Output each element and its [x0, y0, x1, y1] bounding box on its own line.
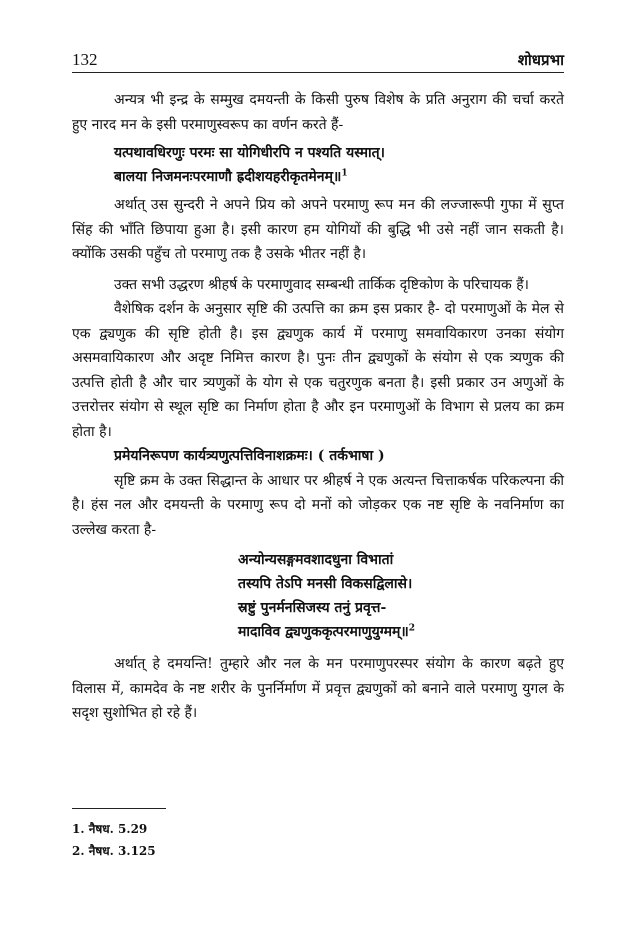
verse-quote	[238, 548, 564, 644]
verse-line: स्रष्टुं पुनर्मनसिजस्य तनुं प्रवृत्त-	[238, 600, 387, 616]
verse-text: बालया निजमनःपरमाणौ ह्रदीशयहरीकृतमेनम्॥	[114, 169, 342, 185]
verse-quote	[114, 141, 564, 189]
verse-line	[238, 620, 564, 644]
sub-heading: प्रमेयनिरूपण कार्यत्र्यणुत्पत्तिविनाशक्रमः। ( तर्कभाषा )	[114, 448, 385, 464]
running-head: शोधप्रभा	[517, 51, 564, 69]
footnote-ref: 2	[408, 623, 416, 634]
paragraph: अर्थात् उस सुन्दरी ने अपने प्रिय को अपने परमाणु रूप मन की लज्जारूपी गुफा में सुप्त सिंह की भाँति छिपाया हुआ है। इसी कारण हम योगियों की बुद्धि भी उसे नहीं जान सकती है। क्योंकि उसकी पहुँच तो परमाणु तक है उसके भीतर नहीं है।	[72, 197, 564, 262]
verse-line: अन्योन्यसङ्गमवशादधुना विभातां	[238, 552, 394, 568]
verse-text: मादाविव द्व्यणुककृत्परमाणुयुग्मम्॥	[238, 624, 409, 640]
paragraph: अन्यत्र भी इन्द्र के सम्मुख दमयन्ती के किसी पुरुष विशेष के प्रति अनुराग की चर्चा करते हुए नारद मन के इसी परमाणुस्वरूप का वर्णन करते हैं-	[72, 92, 564, 133]
footnote: 1. नैषध. 5.29	[72, 822, 148, 836]
body-text	[72, 88, 564, 726]
footnotes	[72, 818, 156, 862]
verse-line	[114, 165, 564, 189]
verse-line	[114, 141, 564, 165]
footnote-ref: 1	[341, 168, 348, 179]
header-rule	[72, 72, 564, 73]
page-number: 132	[72, 50, 98, 69]
paragraph: उक्त सभी उद्धरण श्रीहर्ष के परमाणुवाद सम्बन्धी तार्किक दृष्टिकोण के परिचायक हैं।	[114, 276, 529, 293]
footnote: 2. नैषध. 3.125	[72, 844, 156, 858]
footnote-rule	[72, 808, 166, 809]
paragraph: सृष्टि क्रम के उक्त सिद्धान्त के आधार पर श्रीहर्ष ने एक अत्यन्त चित्ताकर्षक परिकल्पना की है। हंस नल और दमयन्ती के परमाणु रूप दो मनों को जोड़कर एक नष्ट सृष्टि के नवनिर्माण का उल्लेख करता है-	[72, 472, 564, 538]
paragraph: अर्थात् हे दमयन्ति! तुम्हारे और नल के मन परमाणुपरस्पर संयोग के कारण बढ़ते हुए विलास में, कामदेव के नष्ट शरीर के पुनर्निर्माण में प्रवृत्त द्व्यणुकों को बनाने वाले परमाणु युगल के सदृश सुशोभित हो रहे हैं।	[72, 656, 564, 721]
verse-line: तस्यपि तेऽपि मनसी विकसद्विलासे।	[238, 576, 413, 592]
page-header	[72, 44, 564, 74]
verse-text: यत्पथावधिरणुः परमः सा योगिधीरपि न पश्यति यस्मात्।	[114, 145, 385, 161]
paragraph: वैशेषिक दर्शन के अनुसार सृष्टि की उत्पत्ति का क्रम इस प्रकार है- दो परमाणुओं के मेल से एक द्व्यणुक की सृष्टि होती है। इस द्व्यणुक कार्य में परमाणु समवायिकारण उनका संयोग असमवायिकारण और अदृष्ट निमित्त कारण है। पुनः तीन द्व्यणुकों के संयोग से एक त्र्यणुक की उत्पत्ति होती है और चार त्र्यणुकों के योग से एक चतुरणुक बनता है। इसी प्रकार उन अणुओं के उत्तरोत्तर संयोग से स्थूल सृष्टि का निर्माण होता है और इन परमाणुओं के विभाग से प्रलय का क्रम होता है।	[72, 301, 564, 440]
